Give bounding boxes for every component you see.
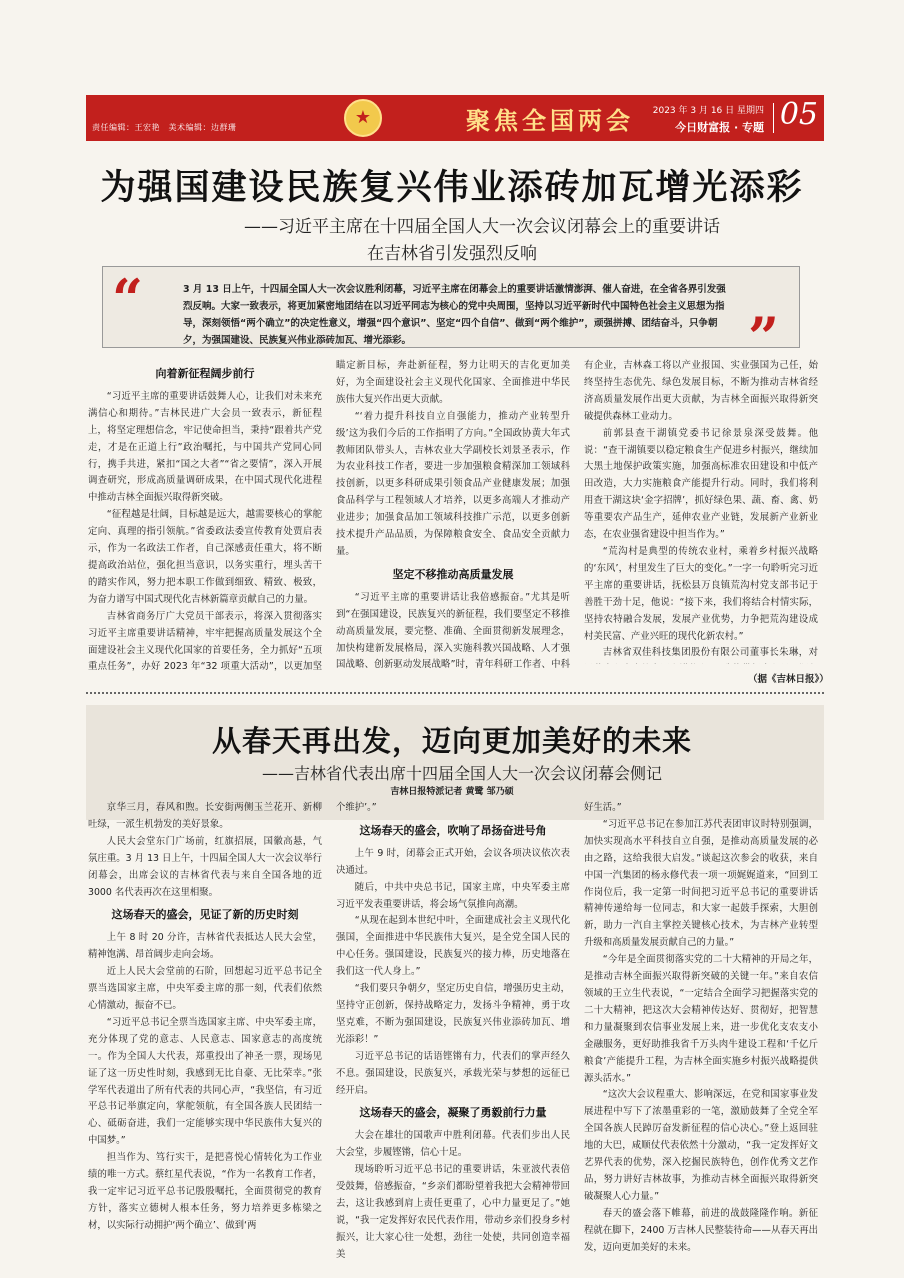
page-banner <box>86 95 824 141</box>
paragraph: 随后，中共中央总书记，国家主席，中央军委主席习近平发表重要讲话，将会场气氛推向高潮。 <box>336 881 570 910</box>
paragraph: “从现在起到本世纪中叶，全面建成社会主义现代化强国，全面推进中华民族伟大复兴，是全党全国人民的中心任务。强国建设，民族复兴的接力棒，历史地落在我们这一代人身上。” <box>336 915 570 978</box>
article2-subtitle: ——吉林省代表出席十四届全国人大一次会议闭幕会侧记 <box>261 764 662 783</box>
close-quote-mark: ” <box>748 305 780 369</box>
article2-byline: 吉林日报特派记者 黄鹭 邹乃硕 <box>390 787 514 797</box>
paragraph: 有企业，吉林森工将以产业报国、实业强国为己任，始终坚持生态优先、绿色发展目标，不断为推动吉林省经济高质量发展作出更大贡献，为吉林全面振兴取得新突破提供森林工业动力。 <box>584 360 818 422</box>
paragraph: 上午 8 时 20 分许，吉林省代表抵达人民大会堂，精神饱满、昂首阔步走向会场。 <box>88 932 322 961</box>
paragraph: 近上人民大会堂前的石阶，回想起习近平总书记全票当选国家主席，中央军委主席的那一刻，代表们依然心情激动，振奋不已。 <box>88 966 322 1011</box>
paragraph: 习近平总书记的话语铿锵有力，代表们的掌声经久不息。强国建设，民族复兴，承载光荣与梦想的远征已经开启。 <box>336 1050 570 1096</box>
article2-column-3 <box>584 800 818 1270</box>
page-number: 05 <box>779 97 818 132</box>
national-emblem-icon <box>344 99 382 137</box>
source-credit: （据《吉林日报》） <box>748 674 829 685</box>
section-heading: 这场春天的盛会，吹响了昂扬奋进号角 <box>359 823 547 837</box>
section-heading: 向着新征程阔步前行 <box>155 367 255 380</box>
paragraph: “荒沟村是典型的传统农业村，乘着乡村振兴战略的‘东风’，村里发生了巨大的变化。”一字一句聆听完习近平主席的重要讲话，抚松县万良镇荒沟村党支部书记于善胜干劲十足，他说：“接下来，我们将结合村情实际，坚持农特融合发展，发展产业优势，力争把荒沟建设成村美民富、产业兴旺的现代化新农村。” <box>584 545 818 642</box>
article1-column-1 <box>88 360 322 672</box>
paragraph: “习近平总书记全票当选国家主席、中央军委主席，充分体现了党的意志、人民意志、国家意志的高度统一。作为全国人大代表，郑重投出了神圣一票，现场见证了这一历史性时刻，我感到无比自豪、无比荣幸。”张学军代表道出了所有代表的共同心声，“我坚信，有习近平总书记举旗定向，掌舵领航，有全国各族人民团结一心、砥砺奋进，我们一定能够实现中华民族伟大复兴的中国梦。” <box>88 1016 322 1147</box>
paragraph: “这次大会议程重大、影响深远，在党和国家事业发展进程中写下了浓墨重彩的一笔，激励鼓舞了全党全军全国各族人民踔厉奋发新征程的信心决心。”登上返回驻地的大巴，咸顺仗代表依然十分激动，“我一定发挥好文艺界代表的优势，深入挖掘民族特色，创作优秀文艺作品，努力讲好吉林故事，为推动吉林全面振兴取得新突破凝聚人心力量。” <box>584 1089 818 1202</box>
article1-subtitle-line2: 在吉林省引发强烈反响 <box>367 244 537 264</box>
section-heading: 这场春天的盛会，见证了新的历史时刻 <box>111 908 299 922</box>
paragraph: 担当作为、笃行实干，是把喜悦心情转化为工作业绩的唯一方式。蔡红星代表说，“作为一名教育工作者，我一定牢记习近平总书记殷殷嘱托，全面贯彻党的教育方针，落实立德树人根本任务，努力培养更多栋梁之材，以实际行动拥护‘两个确立’、做到‘两 <box>88 1152 322 1231</box>
article2-column-1 <box>88 800 322 1270</box>
issue-date: 2023 年 3 月 16 日 星期四 <box>652 106 764 116</box>
paragraph: “征程越是壮阔，目标越是远大，越需要核心的掌舵定向、真理的指引领航。”省委政法委宣传教育处贾启表示，作为一名政法工作者，自己深感责任重大，将不断提高政治站位，强化担当意识，以务实重行，埋头苦干的踏实作风，努力把本职工作做到细致、精致、极致，为奋力谱写中国式现代化吉林新篇章贡献自己的力量。 <box>88 509 322 605</box>
paragraph: 大会在雄壮的国歌声中胜利闭幕。代表们步出人民大会堂，步履铿锵，信心十足。 <box>336 1130 570 1159</box>
editors-credit: 责任编辑：王宏艳 美术编辑：边群珊 <box>92 123 237 132</box>
article1-column-3 <box>584 358 818 664</box>
section-heading: 这场春天的盛会，凝聚了勇毅前行力量 <box>359 1106 547 1120</box>
paragraph: “‘着力提升科技自立自强能力，推动产业转型升级’这为我们今后的工作指明了方向。”全国政协黄大年式教师团队带头人，吉林农业大学副校长刘景圣表示，作为农业科技工作者，要进一步加强粮食精深加工领域科技创新，以更多科研成果引领食品产业健康发展；加强食品科学与工程领域人才培养，以更多高端人才推动产业进步；加强食品加工领域科技推广示范，以更多创新技术提升产品品质，为保障粮食安全、食品安全贡献力量。 <box>336 410 570 557</box>
paper-name: 今日财富报 · 专题 <box>675 121 764 134</box>
paragraph: 好生活。” <box>584 802 622 813</box>
paragraph: 上午 9 时，闭幕会正式开始，会议各项决议依次表决通过。 <box>336 847 570 876</box>
article2-column-2 <box>336 800 570 1270</box>
article1-title: 为强国建设民族复兴伟业添砖加瓦增光添彩 <box>100 167 804 208</box>
paragraph: 前郭县查干湖镇党委书记徐景泉深受鼓舞。他说：“查干湖镇要以稳定粮食生产促进乡村振兴，继续加大黑土地保护政策实施，加强高标准农田建设和中低产田改造，大力实施粮食产能提升行动。同时，我们将利用查干湖这块‘金字招牌’，抓好绿色果、蔬、畜、禽、奶等重要农产品生产，延伸农业产业链，发展新产业新业态，在农业强省建设中担当作为。” <box>584 427 818 541</box>
paragraph: 现场聆听习近平总书记的重要讲话，朱亚波代表倍受鼓舞，倍感振奋，“乡亲们都盼望着我把大会精神带回去，这让我感到肩上责任更重了，心中力量更足了。”她说，“我一定发挥好农民代表作用，带动乡亲们投身乡村振兴，让大家心往一处想，劲往一处使，共同创造幸福美 <box>336 1164 570 1260</box>
section-heading: 坚定不移推动高质量发展 <box>392 567 514 581</box>
paragraph: “习近平主席的重要讲话让我倍感振奋。”尤其是听到“在强国建设，民族复兴的新征程，我们要坚定不移推动高质量发展，要完整、准确、全面贯彻新发展理念，加快构建新发展格局，深入实施科教兴国战略、人才强国战略、创新驱动发展战略”时，青年科研工作者、中科 <box>336 591 570 671</box>
paragraph: 京华三月，春风和煦。长安街两侧玉兰花开、新柳吐绿，一派生机勃发的美好景象。 <box>88 802 322 830</box>
paragraph: “今年是全面贯彻落实党的二十大精神的开局之年，是推动吉林全面振兴取得新突破的关键一年。”来自农信领域的王立生代表说，“一定结合全面学习把握落实党的二十大精神，把这次大会精神传达好、贯彻好，把智慧和力量凝聚到农信事业发展上来，进一步优化支农支小金融服务，更好助推我省千万头肉牛建设工程和‘千亿斤粮食’产能提升工程，为吉林全面实施乡村振兴战略提供源头活水。” <box>584 954 818 1084</box>
article2-title: 从春天再出发，迈向更加美好的未来 <box>211 724 692 758</box>
paragraph: “习近平主席的重要讲话鼓舞人心，让我们对未来充满信心和期待。”吉林民进广大会员一致表示，新征程上，将坚定理想信念，牢记使命担当，秉持“跟着共产党走，才是在正道上行”政治嘱托，与中国共产党同心同行，携手共进，紧扣“国之大者”“省之要情”，深入开展调查研究，形成高质量调研成果，在中国式现代化进程中推动吉林全面振兴取得新突破。 <box>88 390 322 504</box>
section-divider <box>86 692 824 694</box>
paragraph: “习近平总书记在参加江苏代表团审议时特别强调，加快实现高水平科技自立自强，是推动高质量发展的必由之路，这给我很大启发。”谈起这次参会的收获，来自中国一汽集团的杨永修代表一项一项娓娓道来，“回到工作岗位后，我一定第一时间把习近平总书记的重要讲话精神传递给每一位同志，和大家一起鼓手探索，大胆创新，助力一汽自主掌控关键核心技术，为吉林产业转型升级和高质量发展贡献自己的力量。” <box>584 818 818 949</box>
paragraph: 瞄定新目标，奔赴新征程，努力让明天的吉化更加美好，为全面建设社会主义现代化国家、全面推进中华民族伟大复兴作出更大贡献。 <box>336 360 570 405</box>
banner-divider <box>773 103 774 133</box>
article1-column-2 <box>336 358 570 672</box>
section-title: 聚焦全国两会 <box>466 106 634 135</box>
article1-subtitle-line1: ——习近平主席在十四届全国人大一次会议闭幕会上的重要讲话 <box>244 217 720 237</box>
paragraph: 吉林省商务厅广大党员干部表示，将深入贯彻落实习近平主席重要讲话精神，牢牢把握高质量发展这个全面建设社会主义现代化国家的首要任务，全力抓好“五项重点任务”，办好 2023 年“32 项重大活动”，以更加坚 <box>88 610 322 672</box>
paragraph: 个维护’。” <box>336 802 377 813</box>
open-quote-mark: “ <box>112 267 144 331</box>
paragraph: 春天的盛会落下帷幕，前进的战鼓隆隆作响。新征程就在脚下，2400 万吉林人民整装待命——从春天再出发，迈向更加美好的未来。 <box>584 1207 818 1253</box>
paragraph: “我们要只争朝夕，坚定历史自信，增强历史主动，坚持守正创新，保持战略定力，发扬斗争精神，勇于攻坚克难，不断为强国建设，民族复兴伟业添砖加瓦、增光添彩！” <box>336 983 570 1045</box>
paragraph: 人民大会堂东门广场前，红旗招展，国徽高悬，气氛庄重。3 月 13 日上午，十四届全国人大一次会议举行闭幕会，出席会议的吉林省代表与来自全国各地的近 3000 名代表再次在这里相聚。 <box>88 835 322 898</box>
paragraph: 吉林省双佳科技集团股份有限公司董事长朱琳，对 <box>602 647 818 659</box>
article1-lead: 3 月 13 日上午，十四届全国人大一次会议胜利闭幕，习近平主席在闭幕会上的重要讲话激情澎湃、催人奋进，在全省各界引发强烈反响。大家一致表示，将更加紧密地团结在以习近平同志为核心的党中央周围，坚持以习近平新时代中国特色社会主义思想为指导，深刻领悟“两个确立”的决定性意义，增强“四个意识”、坚定“四个自信”、做到“两个维护”，顽强拼搏、团结奋斗，只争朝夕，为强国建设、民族复兴伟业添砖加瓦、增光添彩。 <box>102 266 800 348</box>
